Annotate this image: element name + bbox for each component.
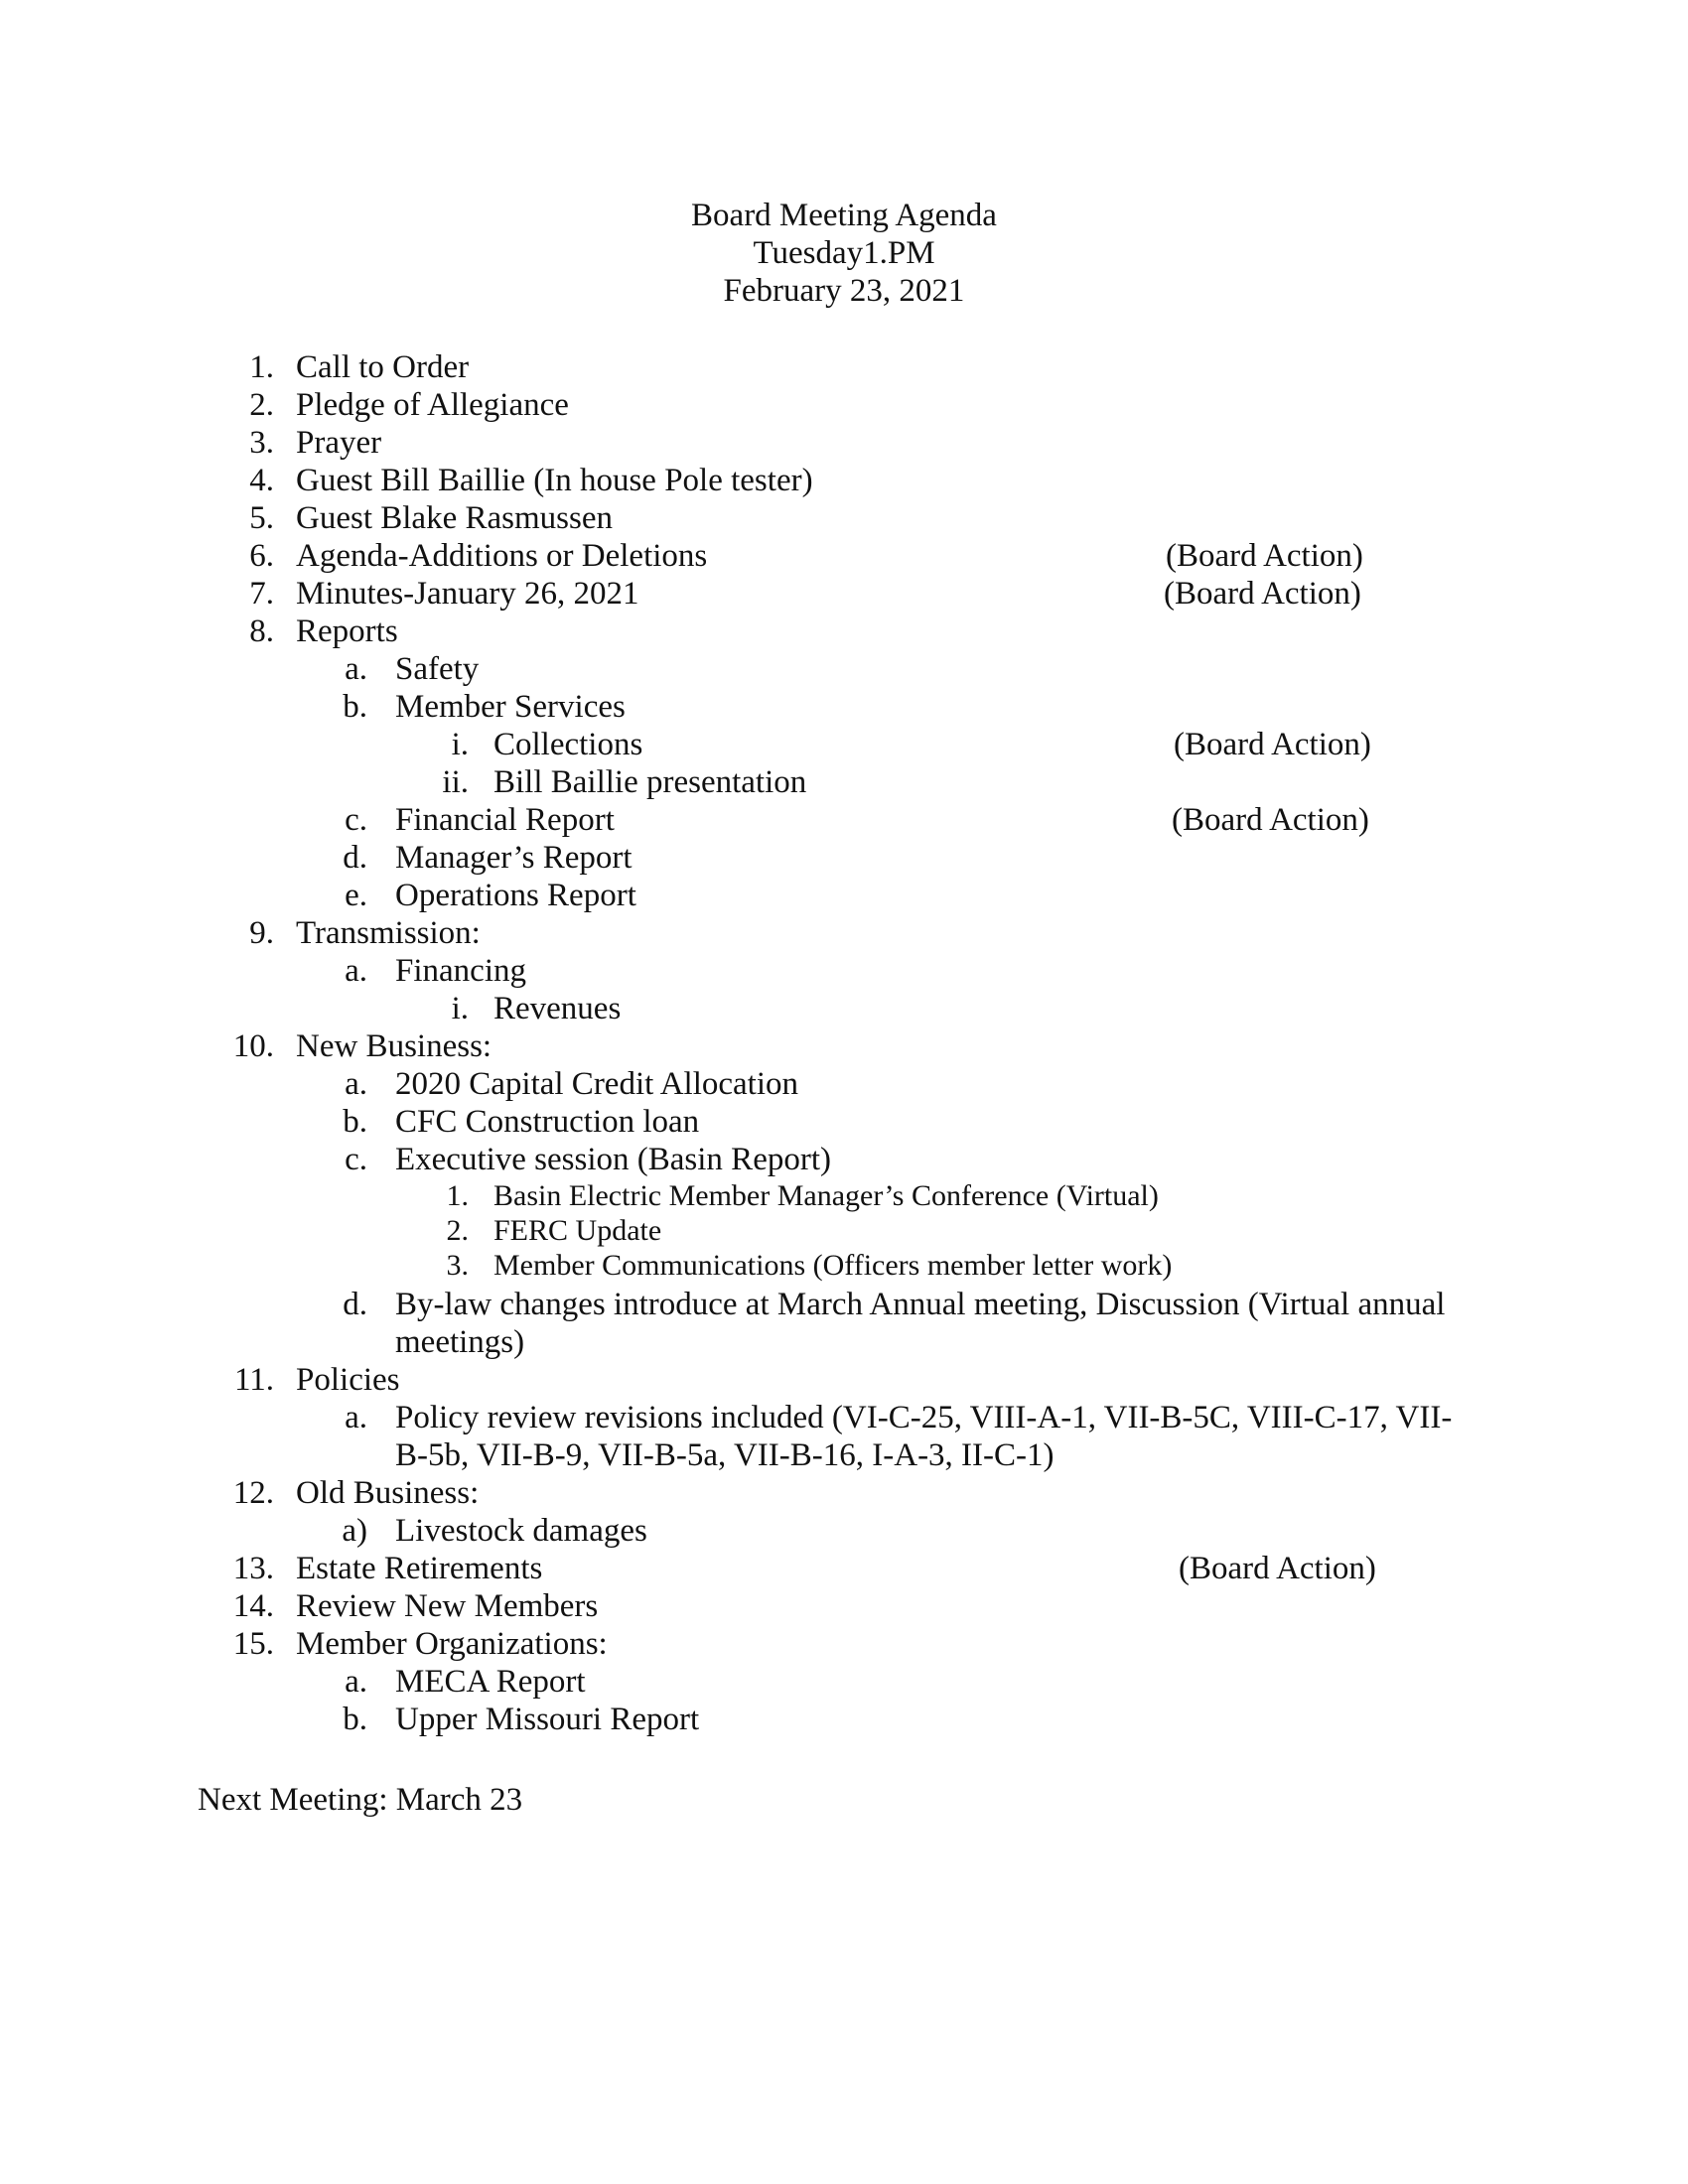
agenda-subitem-10a	[0, 1065, 1688, 1103]
item-text: Policies	[296, 1362, 400, 1398]
agenda-item-1	[0, 348, 1688, 386]
agenda-item-3	[0, 424, 1688, 462]
item-text: Upper Missouri Report	[395, 1702, 700, 1737]
item-text: Agenda-Additions or Deletions	[296, 538, 708, 574]
item-number: 12.	[232, 1475, 274, 1511]
agenda-subitem-8e	[0, 877, 1688, 914]
agenda-subitem-8b	[0, 688, 1688, 726]
item-number: e.	[345, 878, 367, 913]
item-text: FERC Update	[493, 1214, 662, 1247]
item-number: 7.	[249, 576, 274, 612]
item-text: Financial Report	[395, 802, 615, 838]
item-number: 8.	[249, 614, 274, 649]
agenda-subitem-8d	[0, 839, 1688, 877]
item-text: Review New Members	[296, 1588, 599, 1624]
agenda-item-11	[0, 1361, 1688, 1399]
item-text: Revenues	[493, 991, 622, 1026]
item-text: Guest Bill Baillie (In house Pole tester)	[296, 463, 813, 498]
item-number: c.	[345, 1142, 367, 1177]
item-number: 9.	[249, 915, 274, 951]
item-text: Estate Retirements	[296, 1551, 543, 1586]
item-text: Member Services	[395, 689, 626, 725]
agenda-subitem-10c-2	[0, 1213, 1688, 1248]
agenda-subitem-10c-3	[0, 1248, 1688, 1283]
item-number: 11.	[233, 1362, 274, 1398]
item-text: Member Organizations:	[296, 1626, 608, 1662]
agenda-item-2	[0, 386, 1688, 424]
document-title: Board Meeting Agenda	[691, 198, 997, 233]
item-text: Basin Electric Member Manager’s Conference (Virtual)	[493, 1179, 1159, 1212]
agenda-subitem-10b	[0, 1103, 1688, 1141]
item-number: 2.	[446, 1214, 469, 1247]
agenda-subitem-8b-ii	[0, 763, 1688, 801]
agenda-item-10	[0, 1027, 1688, 1065]
item-number: 2.	[249, 387, 274, 423]
agenda-item-7	[0, 575, 1688, 613]
agenda-subitem-15b	[0, 1701, 1688, 1738]
board-action-label: (Board Action)	[1174, 727, 1371, 762]
item-number: a.	[345, 651, 367, 687]
agenda-item-15	[0, 1625, 1688, 1663]
agenda-item-12	[0, 1474, 1688, 1512]
item-text: Executive session (Basin Report)	[395, 1142, 831, 1177]
item-text: 2020 Capital Credit Allocation	[395, 1066, 799, 1102]
next-meeting: Next Meeting: March 23	[198, 1782, 523, 1818]
item-number: a.	[345, 1400, 367, 1435]
agenda-subitem-9a-i	[0, 990, 1688, 1027]
item-number: 3.	[249, 425, 274, 461]
item-number: 14.	[232, 1588, 274, 1624]
item-number: 4.	[249, 463, 274, 498]
agenda-subitem-8c	[0, 801, 1688, 839]
item-number: i.	[451, 727, 469, 762]
agenda-item-13	[0, 1550, 1688, 1587]
item-number: c.	[345, 802, 367, 838]
item-text: New Business:	[296, 1028, 492, 1064]
item-number: 1.	[249, 349, 274, 385]
item-text: Operations Report	[395, 878, 636, 913]
item-number: 3.	[446, 1249, 469, 1282]
agenda-subitem-9a	[0, 952, 1688, 990]
agenda-item-8	[0, 613, 1688, 650]
agenda-subitem-10c-1	[0, 1178, 1688, 1213]
item-text: Old Business:	[296, 1475, 480, 1511]
item-text: Manager’s Report	[395, 840, 633, 876]
item-text: Minutes-January 26, 2021	[296, 576, 639, 612]
item-text: Safety	[395, 651, 480, 687]
item-number: a.	[345, 1664, 367, 1700]
agenda-list	[0, 348, 1688, 1738]
agenda-subitem-10d	[0, 1286, 1688, 1361]
item-number: b.	[343, 1702, 367, 1737]
item-text: Transmission:	[296, 915, 481, 951]
agenda-item-4	[0, 462, 1688, 499]
item-text: Member Communications (Officers member letter work)	[493, 1249, 1173, 1282]
board-action-label: (Board Action)	[1179, 1551, 1376, 1586]
item-text: Collections	[493, 727, 643, 762]
agenda-item-9	[0, 914, 1688, 952]
agenda-subitem-15a	[0, 1663, 1688, 1701]
item-text: Guest Blake Rasmussen	[296, 500, 613, 536]
meeting-time: Tuesday1.PM	[753, 235, 935, 271]
agenda-header	[0, 197, 1688, 310]
item-number: 10.	[232, 1028, 274, 1064]
agenda-item-14	[0, 1587, 1688, 1625]
item-number: 1.	[446, 1179, 469, 1212]
item-number: a.	[345, 1066, 367, 1102]
agenda-subitem-12a	[0, 1512, 1688, 1550]
item-number: i.	[451, 991, 469, 1026]
item-number: 5.	[249, 500, 274, 536]
item-text: CFC Construction loan	[395, 1104, 700, 1140]
item-text: Call to Order	[296, 349, 470, 385]
item-number: b.	[343, 689, 367, 725]
item-number: d.	[343, 840, 367, 876]
item-text: Financing	[395, 953, 526, 989]
meeting-date: February 23, 2021	[723, 273, 965, 309]
agenda-subitem-10c	[0, 1141, 1688, 1178]
item-text: MECA Report	[395, 1664, 586, 1700]
agenda-item-6	[0, 537, 1688, 575]
item-number: b.	[343, 1104, 367, 1140]
agenda-subitem-8b-i	[0, 726, 1688, 763]
item-text: Livestock damages	[395, 1513, 647, 1549]
board-action-label: (Board Action)	[1166, 538, 1363, 574]
board-action-label: (Board Action)	[1164, 576, 1361, 612]
board-action-label: (Board Action)	[1172, 802, 1369, 838]
item-number: ii.	[442, 764, 469, 800]
item-number: a.	[345, 953, 367, 989]
item-text: Prayer	[296, 425, 382, 461]
item-number: d.	[343, 1287, 367, 1322]
agenda-subitem-8a	[0, 650, 1688, 688]
agenda-subitem-11a	[0, 1399, 1688, 1474]
item-number: 6.	[249, 538, 274, 574]
item-text: By-law changes introduce at March Annual meeting, Discussion (Virtual annual meetings)	[395, 1287, 1446, 1360]
agenda-item-5	[0, 499, 1688, 537]
item-number: 13.	[232, 1551, 274, 1586]
item-number: 15.	[232, 1626, 274, 1662]
item-text: Reports	[296, 614, 398, 649]
item-text: Policy review revisions included (VI-C-25, VIII-A-1, VII-B-5C, VIII-C-17, VII-B-5b, VII-B-9, VII-B-5a, VII-B-16, I-A-3, II-C-1)	[395, 1400, 1453, 1473]
item-number: a)	[342, 1513, 367, 1549]
item-text: Bill Baillie presentation	[493, 764, 807, 800]
item-text: Pledge of Allegiance	[296, 387, 569, 423]
